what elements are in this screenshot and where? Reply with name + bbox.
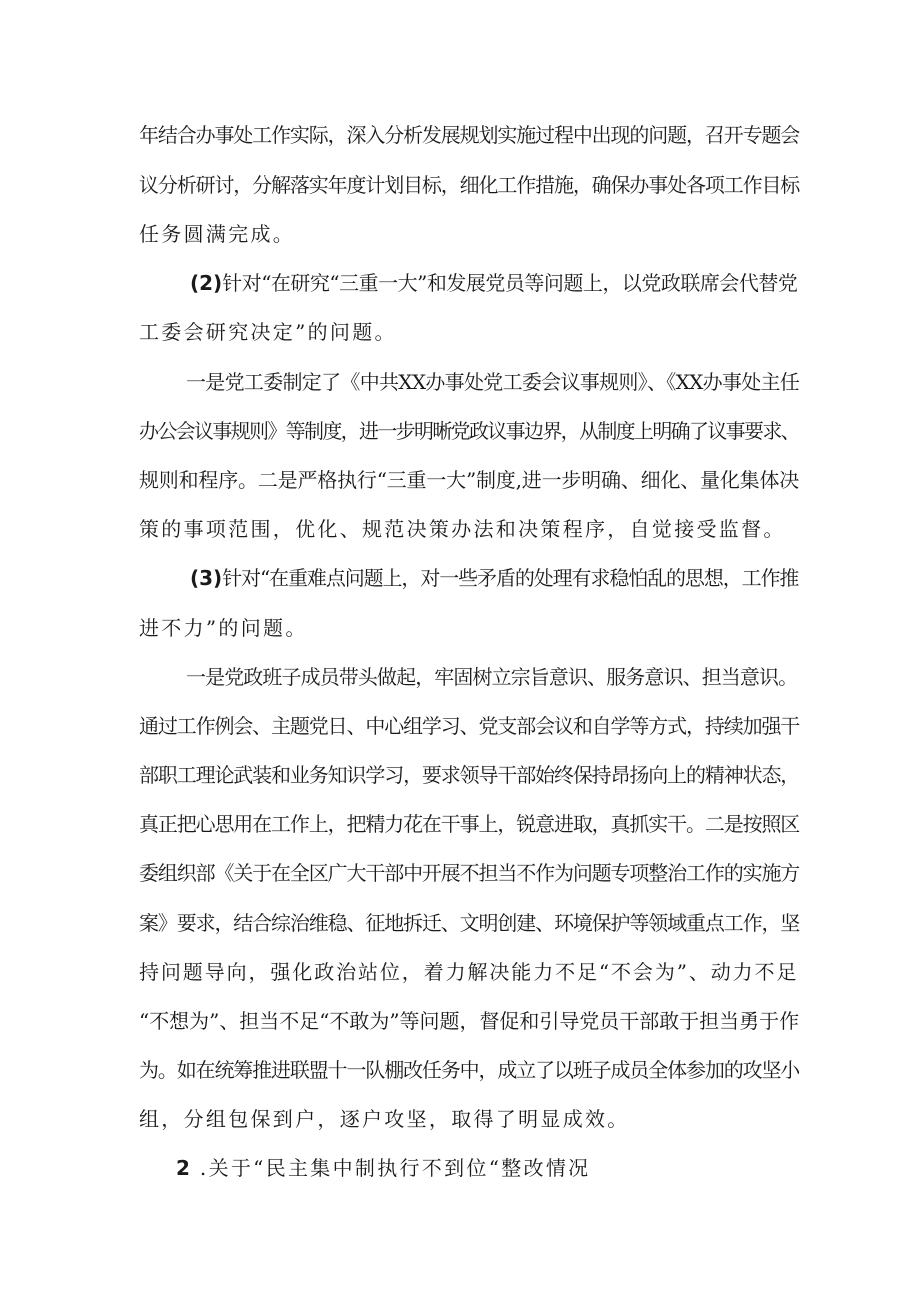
paragraph-line: 规则和程序。二是严格执行“三重一大”制度,进一步明确、细化、量化集体决 <box>139 468 799 492</box>
section-heading-text: 针对“在重难点问题上，对一些矛盾的处理有求稳怕乱的思想，工作推 <box>222 566 799 590</box>
section-heading-text: .关于“民主集中制执行不到位“整改情况 <box>199 1156 591 1180</box>
section-number: (3) <box>190 566 223 590</box>
paragraph-line: 为。如在统筹推进联盟十一队棚改任务中，成立了以班子成员全体参加的攻坚小 <box>139 1058 799 1082</box>
paragraph-line: 议分析研讨，分解落实年度计划目标，细化工作措施，确保办事处各项工作目标 <box>139 173 799 197</box>
section-heading-item-2 <box>176 1154 799 1182</box>
paragraph-line: 委组织部《关于在全区广大干部中开展不担当不作为问题专项整治工作的实施方 <box>139 861 799 885</box>
paragraph-line: 持问题导向，强化政治站位，着力解决能力不足“不会为”、动力不足 <box>139 960 799 984</box>
paragraph-line: 一是党政班子成员带头做起，牢固树立宗旨意识、服务意识、担当意识。 <box>186 665 798 689</box>
paragraph-line: 真正把心思用在工作上，把精力花在干事上，锐意进取，真抓实干。二是按照区 <box>139 812 799 836</box>
paragraph-line: 一是党工委制定了《中共XX办事处党工委会议事规则》、《XX办事处主任 <box>186 370 800 394</box>
paragraph-line: 部职工理论武装和业务知识学习，要求领导干部始终保持昂扬向上的精神状态， <box>139 763 799 787</box>
paragraph-line: 组，分组包保到户，逐户攻坚，取得了明显成效。 <box>139 1107 630 1131</box>
section-heading-2 <box>190 269 799 297</box>
section-heading-3 <box>190 564 799 592</box>
paragraph-line: 办公会议事规则》等制度，进一步明晰党政议事边界，从制度上明确了议事要求、 <box>139 419 799 443</box>
paragraph-line: 任务圆满完成。 <box>139 222 296 246</box>
paragraph-line: 年结合办事处工作实际，深入分析发展规划实施过程中出现的问题，召开专题会 <box>139 123 799 147</box>
section-heading-text: 针对“在研究“三重一大”和发展党员等问题上，以党政联席会代替党 <box>222 271 798 295</box>
section-number: (2) <box>190 271 223 295</box>
paragraph-line: 案》要求，结合综治维稳、征地拆迁、文明创建、环境保护等领域重点工作，坚 <box>139 911 799 935</box>
paragraph-line: 进不力”的问题。 <box>139 616 308 640</box>
section-number: 2 <box>176 1156 190 1180</box>
paragraph-line: 工委会研究决定”的问题。 <box>139 320 397 344</box>
paragraph-line: 策的事项范围，优化、规范决策办法和决策程序，自觉接受监督。 <box>139 517 786 541</box>
paragraph-line: “不想为”、担当不足“不敢为”等问题，督促和引导党员干部敢于担当勇于作 <box>139 1009 799 1033</box>
paragraph-line: 通过工作例会、主题党日、中心组学习、党支部会议和自学等方式，持续加强干 <box>139 714 799 738</box>
